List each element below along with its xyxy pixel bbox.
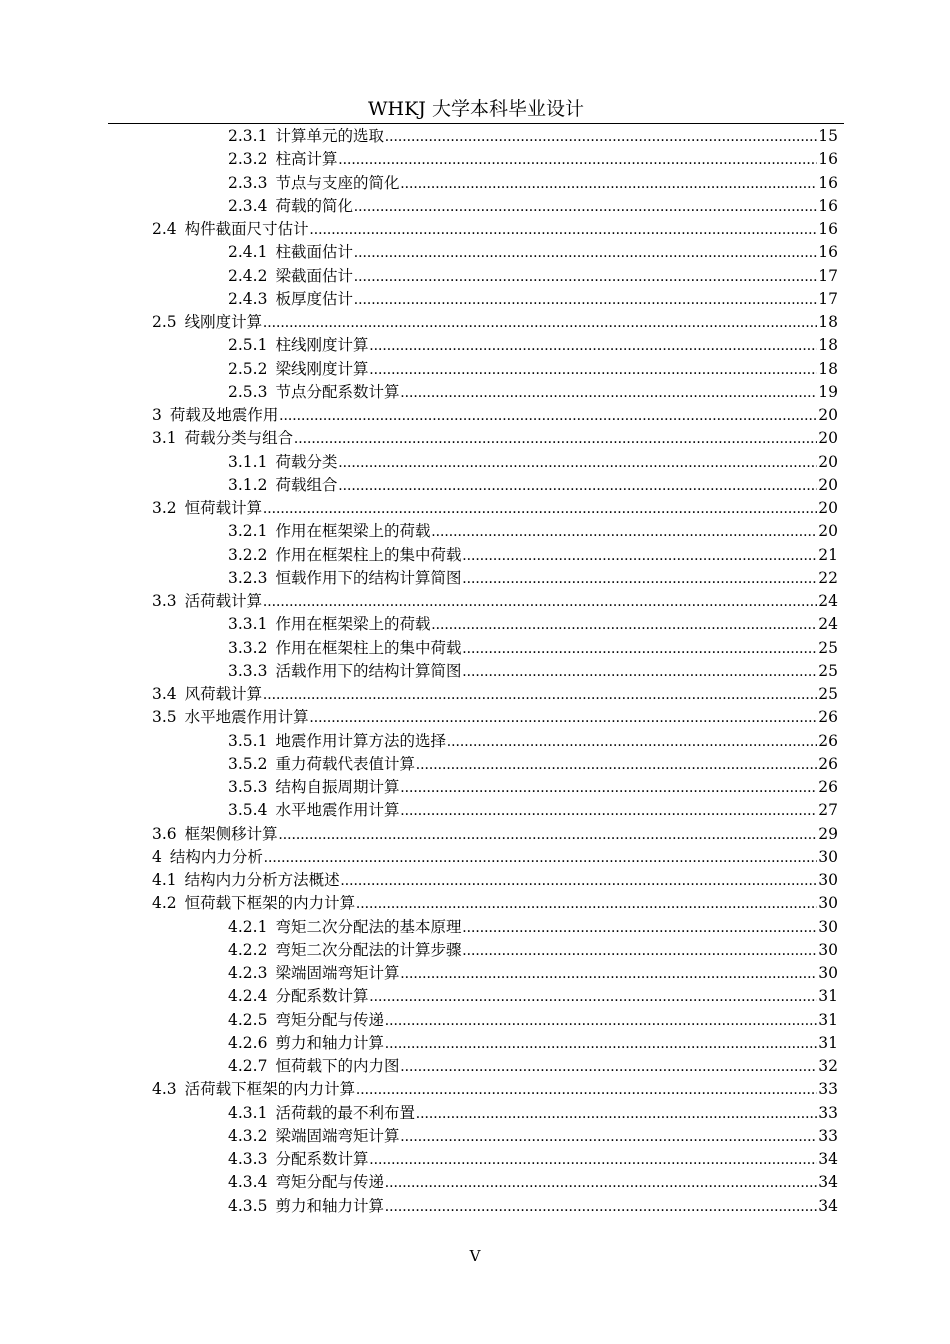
toc-entry[interactable] [228,1032,838,1055]
toc-entry-title: 重力荷载代表值计算 [275,754,415,773]
toc-entry-page: 16 [818,220,838,238]
toc-entry-page: 30 [818,871,838,889]
toc-dot-leader [263,590,817,613]
toc-entry[interactable] [228,474,838,497]
toc-entry[interactable] [228,1102,838,1125]
toc-entry[interactable] [152,218,838,241]
toc-entry-number: 3.2.2 [228,545,268,564]
toc-entry-number: 2.4.3 [228,289,268,308]
toc-entry-number: 3.5 [152,708,177,727]
toc-entry[interactable] [152,497,838,520]
toc-entry[interactable] [228,1195,838,1218]
toc-entry-number: 3.2.3 [228,568,268,587]
toc-entry-title: 恒载作用下的结构计算简图 [275,568,462,587]
toc-entry-title: 剪力和轴力计算 [275,1196,384,1215]
toc-entry-number: 2.5 [152,313,177,331]
toc-entry-title: 荷载的简化 [275,196,353,215]
toc-entry-number: 2.3.4 [228,196,268,215]
toc-dot-leader [462,660,817,683]
toc-dot-leader [369,1148,817,1171]
toc-entry[interactable] [228,1171,838,1194]
toc-entry[interactable] [228,195,838,218]
toc-entry-number: 4.2.2 [228,940,268,959]
toc-entry-page: 33 [818,1103,838,1122]
toc-entry-title: 水平地震作用计算 [184,708,309,727]
toc-entry-number: 3.5.4 [228,801,268,820]
toc-dot-leader [431,613,817,636]
toc-entry-number: 4.2.4 [228,987,268,1006]
toc-entry-number: 4.3.1 [228,1103,268,1122]
toc-entry-page: 32 [818,1057,838,1075]
toc-entry[interactable] [228,730,838,753]
toc-entry-page: 15 [818,127,838,145]
toc-dot-leader [369,985,817,1008]
toc-entry-title: 作用在框架柱上的集中荷载 [275,638,462,657]
toc-entry-number: 4.3 [152,1080,177,1099]
toc-entry[interactable] [228,753,838,776]
toc-dot-leader [338,451,817,474]
toc-entry-title: 柱截面估计 [275,243,353,262]
toc-entry-number: 4.1 [152,871,177,889]
toc-entry-title: 荷载组合 [275,475,338,494]
toc-entry-page: 29 [818,824,838,843]
toc-dot-leader [341,869,818,892]
toc-entry-page: 30 [818,917,838,936]
toc-entry-title: 构件截面尺寸估计 [184,220,309,238]
toc-entry-title: 作用在框架梁上的荷载 [275,615,431,634]
toc-entry-title: 剪力和轴力计算 [275,1033,384,1052]
toc-entry-number: 4.3.3 [228,1150,268,1168]
toc-entry-page: 18 [818,359,838,378]
toc-entry-page: 20 [818,452,838,471]
toc-entry-page: 20 [818,522,838,541]
toc-entry-page: 30 [818,964,838,982]
toc-entry-page: 21 [818,545,838,564]
toc-entry-page: 25 [818,638,838,657]
toc-dot-leader [385,125,817,148]
toc-entry-page: 27 [818,801,838,820]
toc-entry-title: 活荷载的最不利布置 [275,1103,415,1122]
toc-entry-number: 4.3.4 [228,1173,268,1192]
toc-entry-page: 34 [818,1196,838,1215]
toc-dot-leader [447,730,817,753]
toc-entry-page: 20 [818,475,838,494]
toc-entry-title: 弯矩二次分配法的基本原理 [275,917,462,936]
toc-entry-page: 20 [818,406,838,424]
toc-entry-number: 2.4 [152,220,177,238]
toc-dot-leader [264,846,817,869]
toc-entry-page: 20 [818,499,838,517]
toc-entry-title: 柱线刚度计算 [275,336,369,355]
toc-dot-leader [385,1009,817,1032]
toc-entry-page: 24 [818,592,838,610]
page-number: V [469,1247,481,1265]
toc-entry-number: 3.6 [152,824,177,843]
toc-dot-leader [338,474,817,497]
toc-entry[interactable] [228,148,838,171]
toc-entry-page: 16 [818,196,838,215]
toc-entry[interactable] [152,1078,838,1101]
toc-entry-number: 4.2.1 [228,917,268,936]
toc-entry-title: 梁线刚度计算 [275,359,369,378]
toc-entry-number: 3.2.1 [228,522,268,541]
toc-entry-number: 3.3.3 [228,661,268,680]
toc-entry-number: 4.2 [152,894,177,913]
toc-entry[interactable] [228,451,838,474]
page-header: WHKJ 大学本科毕业设计 [368,98,584,120]
toc-entry[interactable] [228,962,838,985]
toc-entry-title: 活荷载计算 [184,592,263,610]
toc-entry-number: 3.5.1 [228,731,268,750]
toc-entry-number: 3.3 [152,592,177,610]
toc-entry-title: 柱高计算 [275,150,338,169]
toc-dot-leader [385,1032,817,1055]
toc-entry[interactable] [228,125,838,148]
toc-entry-title: 计算单元的选取 [275,127,384,145]
toc-entry[interactable] [228,776,838,799]
toc-entry[interactable] [228,241,838,264]
toc-entry-title: 节点分配系数计算 [275,382,400,401]
toc-dot-leader [294,427,817,450]
toc-entry[interactable] [228,334,838,357]
toc-entry[interactable] [152,427,838,450]
toc-entry-page: 26 [818,754,838,773]
toc-entry-number: 4.2.3 [228,964,268,982]
toc-dot-leader [310,706,818,729]
toc-entry-page: 24 [818,615,838,634]
toc-entry-title: 结构内力分析方法概述 [184,871,340,889]
toc-entry[interactable] [228,567,838,590]
toc-entry[interactable] [152,590,838,613]
toc-entry-page: 25 [818,661,838,680]
toc-entry-number: 2.3.1 [228,127,268,145]
toc-entry[interactable] [228,1148,838,1171]
toc-entry-page: 25 [818,685,838,703]
toc-entry[interactable] [152,823,838,846]
toc-entry-number: 4.2.7 [228,1057,268,1075]
toc-entry-title: 弯矩分配与传递 [275,1010,384,1029]
toc-entry-title: 风荷载计算 [184,685,263,703]
toc-entry-page: 31 [818,1010,838,1029]
toc-entry-title: 结构内力分析 [169,847,263,866]
toc-dot-leader [263,683,817,706]
toc-entry-title: 荷载及地震作用 [169,406,279,424]
toc-entry-number: 3.1.1 [228,452,268,471]
toc-entry[interactable] [228,916,838,939]
toc-entry-page: 30 [818,894,838,913]
toc-entry-page: 16 [818,243,838,262]
toc-entry-title: 节点与支座的简化 [275,173,400,192]
toc-entry-page: 30 [818,940,838,959]
toc-dot-leader [416,1102,817,1125]
toc-dot-leader [354,241,817,264]
toc-entry-title: 线刚度计算 [184,313,263,331]
toc-dot-leader [462,567,817,590]
toc-entry-title: 分配系数计算 [275,1150,369,1168]
toc-entry-title: 作用在框架柱上的集中荷载 [275,545,462,564]
toc-entry[interactable] [228,544,838,567]
toc-entry[interactable] [228,1125,838,1148]
toc-dot-leader [416,753,817,776]
toc-entry-page: 22 [818,568,838,587]
toc-dot-leader [354,195,817,218]
toc-entry-page: 17 [818,289,838,308]
toc-entry-page: 16 [818,150,838,169]
toc-dot-leader [369,334,817,357]
toc-entry[interactable] [228,660,838,683]
toc-dot-leader [431,520,817,543]
toc-entry-number: 2.4.2 [228,266,268,285]
toc-entry-title: 水平地震作用计算 [275,801,400,820]
toc-dot-leader [279,823,818,846]
toc-entry-page: 17 [818,266,838,285]
toc-entry-page: 16 [818,173,838,192]
toc-entry-title: 恒荷载下的内力图 [275,1057,400,1075]
toc-dot-leader [400,776,817,799]
toc-entry-number: 3.3.2 [228,638,268,657]
toc-dot-leader [279,404,817,427]
toc-entry-number: 4 [152,847,162,866]
toc-entry-number: 3.4 [152,685,177,703]
toc-entry-page: 30 [818,847,838,866]
toc-entry-number: 4.3.5 [228,1196,268,1215]
toc-entry[interactable] [228,939,838,962]
toc-entry-page: 26 [818,708,838,727]
toc-dot-leader [354,288,817,311]
toc-entry-number: 2.5.2 [228,359,268,378]
toc-entry-number: 3.3.1 [228,615,268,634]
toc-entry-title: 恒荷载下框架的内力计算 [184,894,356,913]
toc-entry[interactable] [228,288,838,311]
toc-entry-page: 19 [818,382,838,401]
toc-dot-leader [400,381,817,404]
toc-entry-title: 梁端固端弯矩计算 [275,1126,400,1145]
toc-entry-title: 荷载分类 [275,452,338,471]
toc-entry-page: 33 [818,1126,838,1145]
toc-dot-leader [400,1125,817,1148]
toc-entry[interactable] [152,706,838,729]
toc-dot-leader [400,962,817,985]
toc-entry-title: 活荷载下框架的内力计算 [184,1080,356,1099]
toc-entry-number: 3.5.3 [228,778,268,796]
toc-entry-number: 3.5.2 [228,754,268,773]
toc-entry[interactable] [152,311,838,334]
toc-entry-page: 31 [818,987,838,1006]
toc-entry[interactable] [228,172,838,195]
toc-entry-number: 2.3.3 [228,173,268,192]
toc-entry-page: 26 [818,731,838,750]
toc-dot-leader [354,265,817,288]
toc-entry[interactable] [228,358,838,381]
toc-entry-page: 26 [818,778,838,796]
toc-entry-number: 2.4.1 [228,243,268,262]
toc-dot-leader [385,1171,817,1194]
toc-entry[interactable] [228,985,838,1008]
toc-entry-title: 梁端固端弯矩计算 [275,964,400,982]
toc-entry-number: 2.3.2 [228,150,268,169]
toc-dot-leader [385,1195,817,1218]
toc-entry-number: 4.2.5 [228,1010,268,1029]
toc-entry-number: 3 [152,406,162,424]
toc-entry-page: 34 [818,1173,838,1192]
toc-dot-leader [310,218,818,241]
toc-dot-leader [462,544,817,567]
toc-entry-page: 18 [818,313,838,331]
header-rule [108,123,844,124]
toc-dot-leader [263,497,817,520]
toc-dot-leader [356,892,817,915]
toc-entry[interactable] [228,799,838,822]
toc-entry-title: 弯矩二次分配法的计算步骤 [275,940,462,959]
toc-dot-leader [263,311,817,334]
toc-entry-title: 板厚度估计 [275,289,353,308]
toc-entry-title: 框架侧移计算 [184,824,278,843]
toc-entry-number: 4.2.6 [228,1033,268,1052]
toc-entry-number: 3.2 [152,499,177,517]
toc-entry[interactable] [228,1009,838,1032]
toc-entry-title: 活载作用下的结构计算简图 [275,661,462,680]
toc-entry-page: 20 [818,429,838,448]
toc-entry-title: 恒荷载计算 [184,499,263,517]
toc-entry[interactable] [228,265,838,288]
toc-dot-leader [338,148,817,171]
toc-entry[interactable] [228,520,838,543]
toc-entry[interactable] [228,613,838,636]
toc-dot-leader [462,916,817,939]
toc-dot-leader [356,1078,817,1101]
toc-entry[interactable] [152,846,838,869]
toc-dot-leader [462,637,817,660]
toc-entry-title: 分配系数计算 [275,987,369,1006]
toc-dot-leader [400,1055,817,1078]
toc-entry-number: 3.1 [152,429,177,448]
toc-entry-title: 荷载分类与组合 [184,429,294,448]
toc-entry-title: 作用在框架梁上的荷载 [275,522,431,541]
toc-entry-page: 18 [818,336,838,355]
toc-dot-leader [462,939,817,962]
toc-entry-number: 3.1.2 [228,475,268,494]
toc-entry[interactable] [152,404,838,427]
toc-entry-number: 2.5.3 [228,382,268,401]
toc-entry-number: 4.3.2 [228,1126,268,1145]
toc-dot-leader [400,799,817,822]
toc-entry[interactable] [152,869,838,892]
toc-entry-title: 地震作用计算方法的选择 [275,731,446,750]
toc-entry-page: 34 [818,1150,838,1168]
toc-entry[interactable] [152,892,838,915]
toc-dot-leader [400,172,817,195]
toc-entry-number: 2.5.1 [228,336,268,355]
toc-entry[interactable] [228,381,838,404]
toc-entry-title: 弯矩分配与传递 [275,1173,384,1192]
toc-entry-page: 31 [818,1033,838,1052]
toc-entry[interactable] [152,683,838,706]
toc-entry[interactable] [228,637,838,660]
toc-dot-leader [369,358,817,381]
toc-entry-title: 梁截面估计 [275,266,353,285]
toc-entry-page: 33 [818,1080,838,1099]
toc-entry-title: 结构自振周期计算 [275,778,400,796]
toc-entry[interactable] [228,1055,838,1078]
